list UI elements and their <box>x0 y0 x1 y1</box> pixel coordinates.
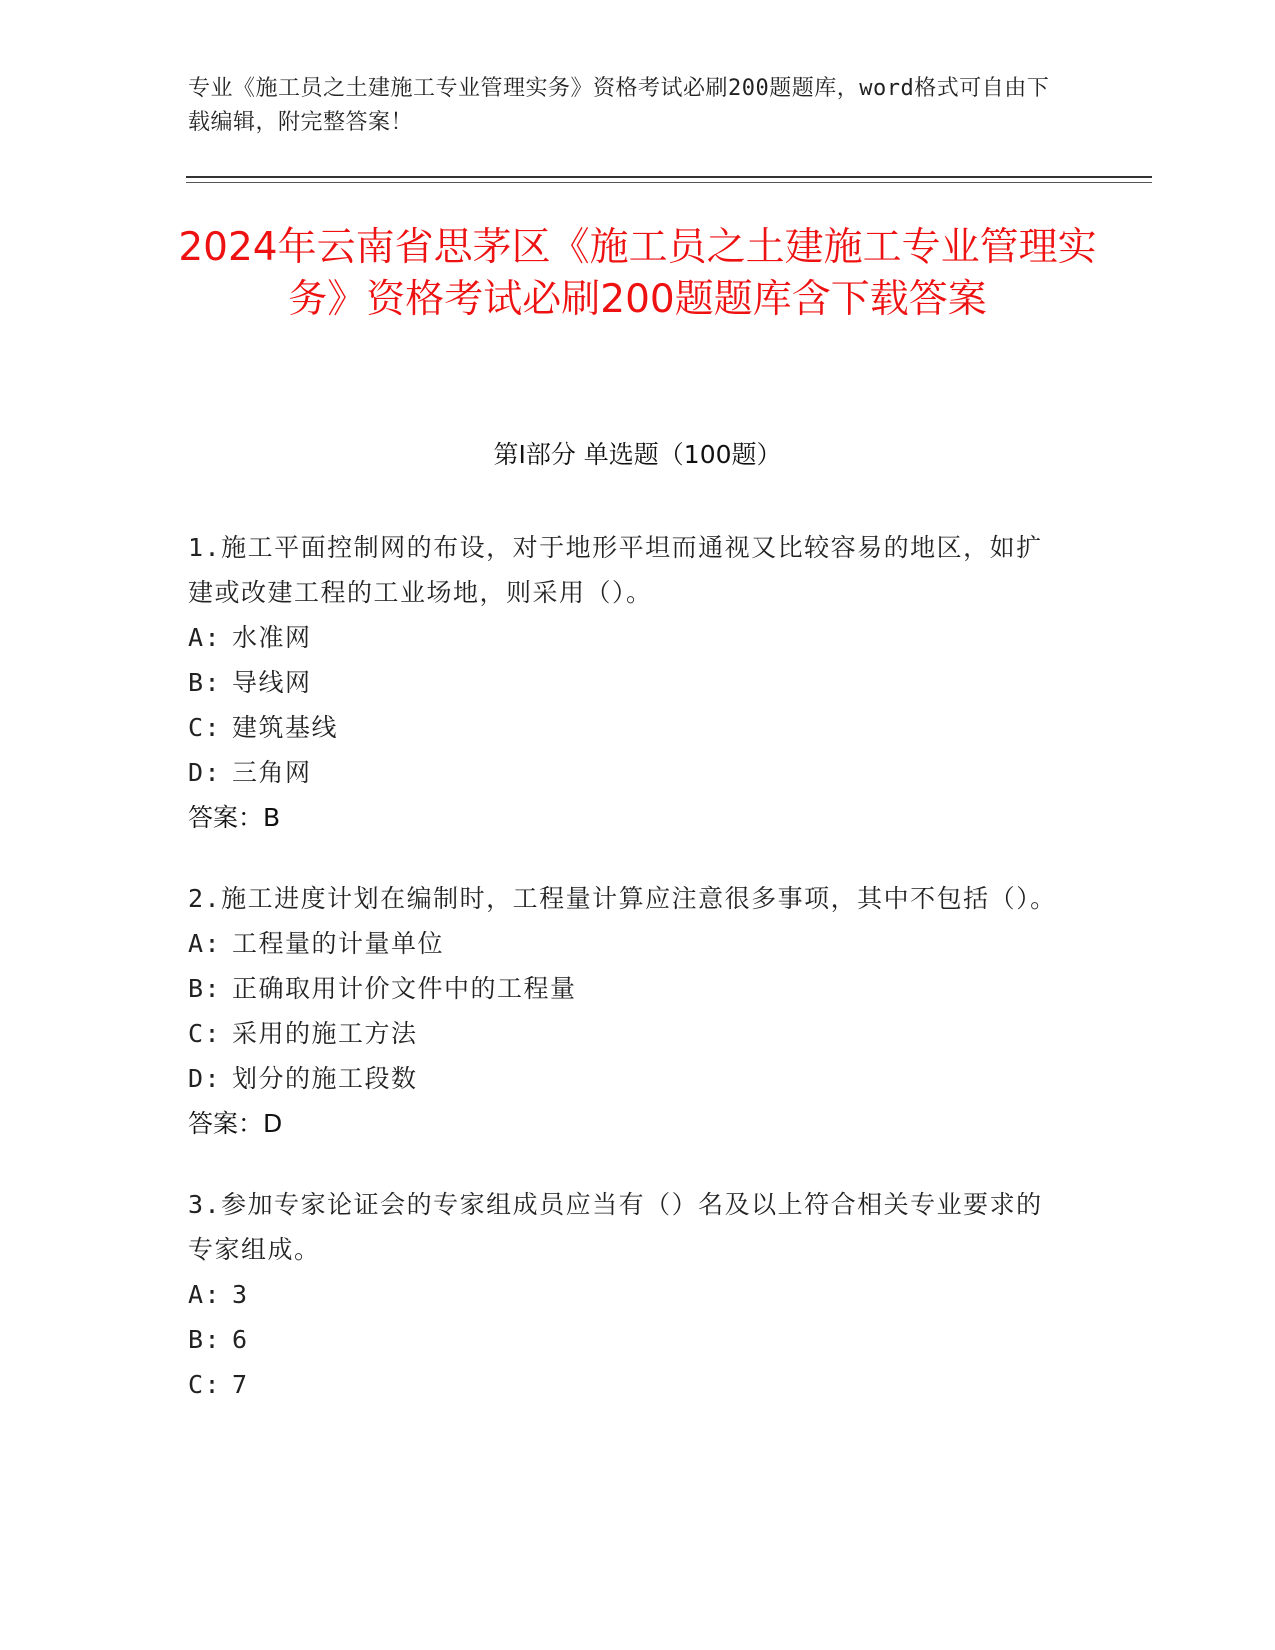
option-key: A: <box>188 623 222 652</box>
option-c <box>188 1362 1068 1407</box>
question-2 <box>188 876 1068 1146</box>
option-key: C: <box>188 1019 222 1048</box>
option-a <box>188 921 1068 966</box>
answer-line: 答案：D <box>188 1109 283 1138</box>
option-key: D: <box>188 758 222 787</box>
option-d <box>188 750 1068 795</box>
option-b <box>188 966 1068 1011</box>
option-text: 3 <box>232 1280 249 1309</box>
question-list <box>188 525 1068 1443</box>
option-d <box>188 1056 1068 1101</box>
header-note: 专业《施工员之土建施工专业管理实务》资格考试必刷200题题库，word格式可自由下载编辑，附完整答案！ <box>188 76 1050 135</box>
option-c <box>188 705 1068 750</box>
option-a <box>188 615 1068 660</box>
option-key: A: <box>188 929 222 958</box>
header-divider-thin <box>186 182 1152 183</box>
option-text: 6 <box>232 1325 249 1354</box>
option-text: 正确取用计价文件中的工程量 <box>232 974 577 1003</box>
document-title: 2024年云南省思茅区《施工员之土建施工专业管理实务》资格考试必刷200题题库含下载答案 <box>178 225 1097 322</box>
header-divider-thick <box>186 176 1152 178</box>
option-key: B: <box>188 1325 222 1354</box>
option-key: C: <box>188 713 222 742</box>
option-key: B: <box>188 668 222 697</box>
question-stem: 2.施工进度计划在编制时，工程量计算应注意很多事项，其中不包括（）。 <box>188 884 1057 913</box>
option-a <box>188 1272 1068 1317</box>
question-3 <box>188 1182 1068 1407</box>
option-c <box>188 1011 1068 1056</box>
option-text: 建筑基线 <box>232 713 339 742</box>
option-text: 导线网 <box>232 668 312 697</box>
question-1 <box>188 525 1068 840</box>
option-text: 水准网 <box>232 623 312 652</box>
option-key: A: <box>188 1280 222 1309</box>
option-key: C: <box>188 1370 222 1399</box>
option-text: 采用的施工方法 <box>232 1019 418 1048</box>
answer-line: 答案：B <box>188 803 281 832</box>
option-key: B: <box>188 974 222 1003</box>
option-text: 7 <box>232 1370 249 1399</box>
option-text: 工程量的计量单位 <box>232 929 445 958</box>
question-stem: 3.参加专家论证会的专家组成员应当有（）名及以上符合相关专业要求的专家组成。 <box>188 1190 1043 1264</box>
option-text: 划分的施工段数 <box>232 1064 418 1093</box>
option-b <box>188 660 1068 705</box>
option-key: D: <box>188 1064 222 1093</box>
section-title: 第Ⅰ部分 单选题（100题） <box>493 440 782 469</box>
option-text: 三角网 <box>232 758 312 787</box>
option-b <box>188 1317 1068 1362</box>
question-stem: 1.施工平面控制网的布设，对于地形平坦而通视又比较容易的地区，如扩建或改建工程的工业场地，则采用（）。 <box>188 533 1043 607</box>
